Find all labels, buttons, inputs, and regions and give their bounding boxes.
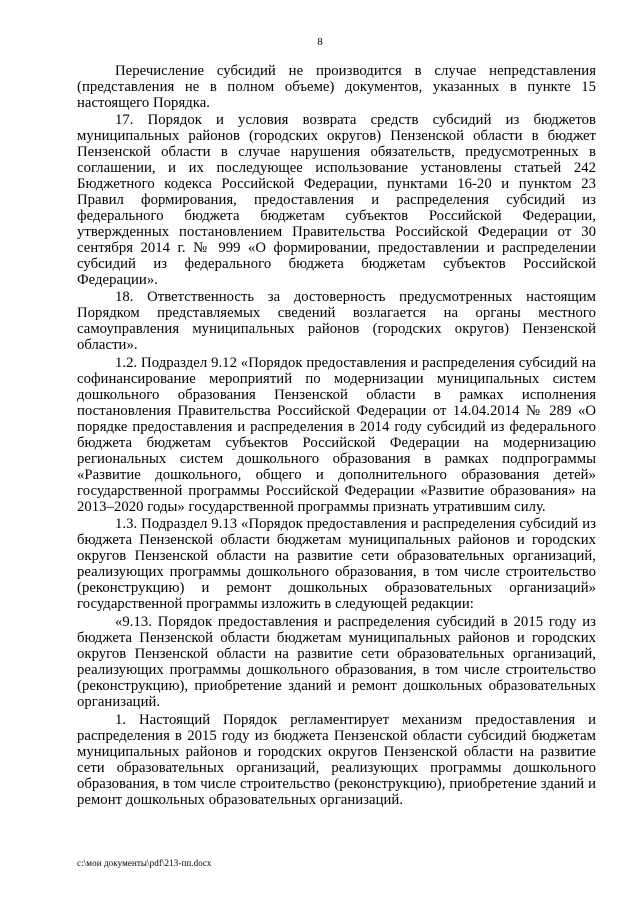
footer-file-path: c:\мои документы\pdf\213-пп.docx: [77, 858, 212, 868]
paragraph-18-responsibility: 18. Ответственность за достоверность предусмотренных настоящим Порядком представляемых сведений возлагается на органы местного самоуправления муниципальных районов (городских округов) Пензенской области».: [77, 289, 596, 353]
paragraph-9-13-heading: «9.13. Порядок предоставления и распределения субсидий в 2015 году из бюджета Пензенской области бюджетам муниципальных районов и городских округов Пензенской области на развитие сети образовательных организаций, реализующих программы дошкольного образования, в том числе строительство (реконструкцию), приобретение зданий и ремонт дошкольных образовательных организаций.: [77, 614, 596, 710]
paragraph-1-3-subsection-9-13: 1.3. Подраздел 9.13 «Порядок предоставления и распределения субсидий из бюджета Пензенской области бюджетам муниципальных районов и городских округов Пензенской области на развитие сети образовательных организаций, реализующих программы дошкольного образования, в том числе строительство (реконструкцию) и ремонт дошкольных образовательных организаций» государственной программы изложить в следующей редакции:: [77, 516, 596, 612]
paragraph-17-return-conditions: 17. Порядок и условия возврата средств субсидий из бюджетов муниципальных районов (городских округов) Пензенской области в бюджет Пензенской области в случае нарушения обязательств, предусмотренных в соглашении, и их последующее использование установлены статьей 242 Бюджетного кодекса Российской Федерации, пунктами 16-20 и пунктом 23 Правил формирования, предоставления и распределения субсидий из федерального бюджета бюджетам субъектов Российской Федерации, утвержденных постановлением Правительства Российской Федерации от 30 сентября 2014 г. № 999 «О формировании, предоставлении и распределении субсидий из федерального бюджета бюджетам субъектов Российской Федерации».: [77, 112, 596, 288]
paragraph-subsidy-transfer: Перечисление субсидий не производится в случае непредставления (представления не в полном объеме) документов, указанных в пункте 15 настоящего Порядка.: [77, 63, 596, 111]
document-body: [77, 63, 596, 808]
paragraph-1-procedure: 1. Настоящий Порядок регламентирует механизм предоставления и распределения в 2015 году из бюджета Пензенской области субсидий бюджетам муниципальных районов и городских округов Пензенской области на развитие сети образовательных организаций, реализующих программы дошкольного образования, в том числе строительство (реконструкцию), приобретение зданий и ремонт дошкольных образовательных организаций.: [77, 712, 596, 808]
page-number: 8: [317, 36, 323, 48]
paragraph-1-2-subsection-9-12: 1.2. Подраздел 9.12 «Порядок предоставления и распределения субсидий на софинансирование мероприятий по модернизации муниципальных систем дошкольного образования Пензенской области в рамках исполнения постановления Правительства Российской Федерации от 14.04.2014 № 289 «О порядке предоставления и распределения в 2014 году субсидий из федерального бюджета бюджетам субъектов Российской Федерации на модернизацию региональных систем дошкольного образования в рамках подпрограммы «Развитие дошкольного, общего и дополнительного образования детей» государственной программы Российской Федерации «Развитие образования» на 2013–2020 годы» государственной программы признать утратившим силу.: [77, 355, 596, 515]
